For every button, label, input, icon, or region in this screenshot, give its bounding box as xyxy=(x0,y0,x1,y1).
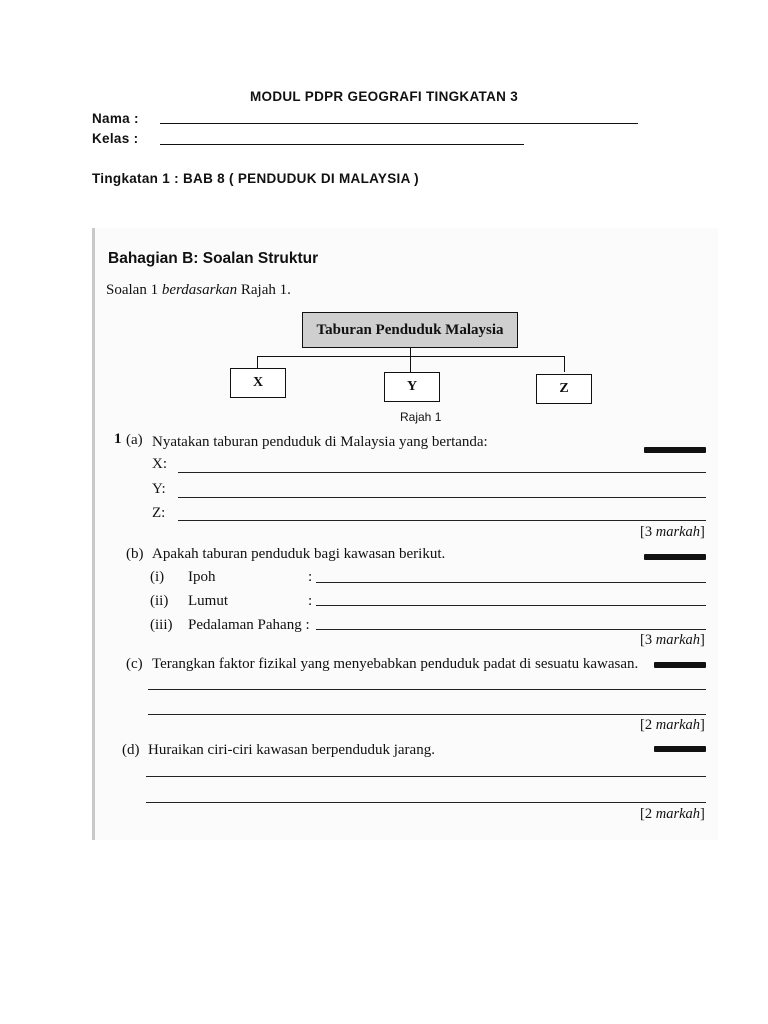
kelas-label: Kelas : xyxy=(92,131,139,146)
answer-line-z[interactable] xyxy=(178,520,706,521)
answer-line-ipoh[interactable] xyxy=(316,582,706,583)
marks-d: [2 markah] xyxy=(640,806,705,822)
answer-label-y: Y: xyxy=(152,481,166,497)
book-reference-tag xyxy=(654,662,706,668)
diagram-box-y: Y xyxy=(384,372,440,402)
part-d-label: (d) xyxy=(122,742,140,758)
answer-line-lumut[interactable] xyxy=(316,605,706,606)
item-iii-number: (iii) xyxy=(150,617,173,633)
diagram-root-box: Taburan Penduduk Malaysia xyxy=(302,312,518,348)
answer-line-d-2[interactable] xyxy=(146,802,706,803)
diagram-connector xyxy=(257,356,258,368)
diagram-connector xyxy=(410,356,411,372)
topic-heading: Tingkatan 1 : BAB 8 ( PENDUDUK DI MALAYSIA ) xyxy=(92,171,419,186)
diagram-box-z: Z xyxy=(536,374,592,404)
book-reference-tag xyxy=(644,554,706,560)
marks-a: [3 markah] xyxy=(640,524,705,540)
item-i-number: (i) xyxy=(150,569,165,585)
part-d-text: Huraikan ciri-ciri kawasan berpenduduk jarang. xyxy=(148,742,435,758)
marks-c: [2 markah] xyxy=(640,717,705,733)
kelas-line xyxy=(160,144,524,145)
nama-label: Nama : xyxy=(92,111,139,126)
part-a-text: Nyatakan taburan penduduk di Malaysia yang bertanda: xyxy=(152,434,488,450)
part-c-text: Terangkan faktor fizikal yang menyebabkan penduduk padat di sesuatu kawasan. xyxy=(152,656,639,672)
part-a-label: (a) xyxy=(126,432,143,448)
scan-edge-shadow xyxy=(92,228,95,840)
answer-label-x: X: xyxy=(152,456,167,472)
module-title: MODUL PDPR GEOGRAFI TINGKATAN 3 xyxy=(249,89,519,104)
book-reference-tag xyxy=(654,746,706,752)
part-b-label: (b) xyxy=(126,546,144,562)
part-c-label: (c) xyxy=(126,656,143,672)
nama-line xyxy=(160,123,638,124)
item-ii-name: Lumut xyxy=(188,593,228,609)
question-number: 1 xyxy=(114,431,122,447)
answer-line-c-2[interactable] xyxy=(148,714,706,715)
item-i-colon: : xyxy=(308,569,313,585)
diagram-connector xyxy=(564,356,565,372)
book-reference-tag xyxy=(644,447,706,453)
answer-line-x[interactable] xyxy=(178,472,706,473)
marks-b: [3 markah] xyxy=(640,632,705,648)
answer-line-y[interactable] xyxy=(178,497,706,498)
diagram-box-x: X xyxy=(230,368,286,398)
item-i-name: Ipoh xyxy=(188,569,216,585)
item-ii-colon: : xyxy=(308,593,313,609)
answer-label-z: Z: xyxy=(152,505,166,521)
intro-text: Soalan 1 berdasarkan Rajah 1. xyxy=(106,282,291,298)
part-b-text: Apakah taburan penduduk bagi kawasan berikut. xyxy=(152,546,446,562)
answer-line-d-1[interactable] xyxy=(146,776,706,777)
answer-line-c-1[interactable] xyxy=(148,689,706,690)
diagram-caption: Rajah 1 xyxy=(400,410,442,424)
item-iii-name: Pedalaman Pahang : xyxy=(188,617,310,633)
item-ii-number: (ii) xyxy=(150,593,169,609)
answer-line-pedalaman-pahang[interactable] xyxy=(316,629,706,630)
section-title: Bahagian B: Soalan Struktur xyxy=(108,250,319,267)
scanned-worksheet xyxy=(92,228,718,840)
